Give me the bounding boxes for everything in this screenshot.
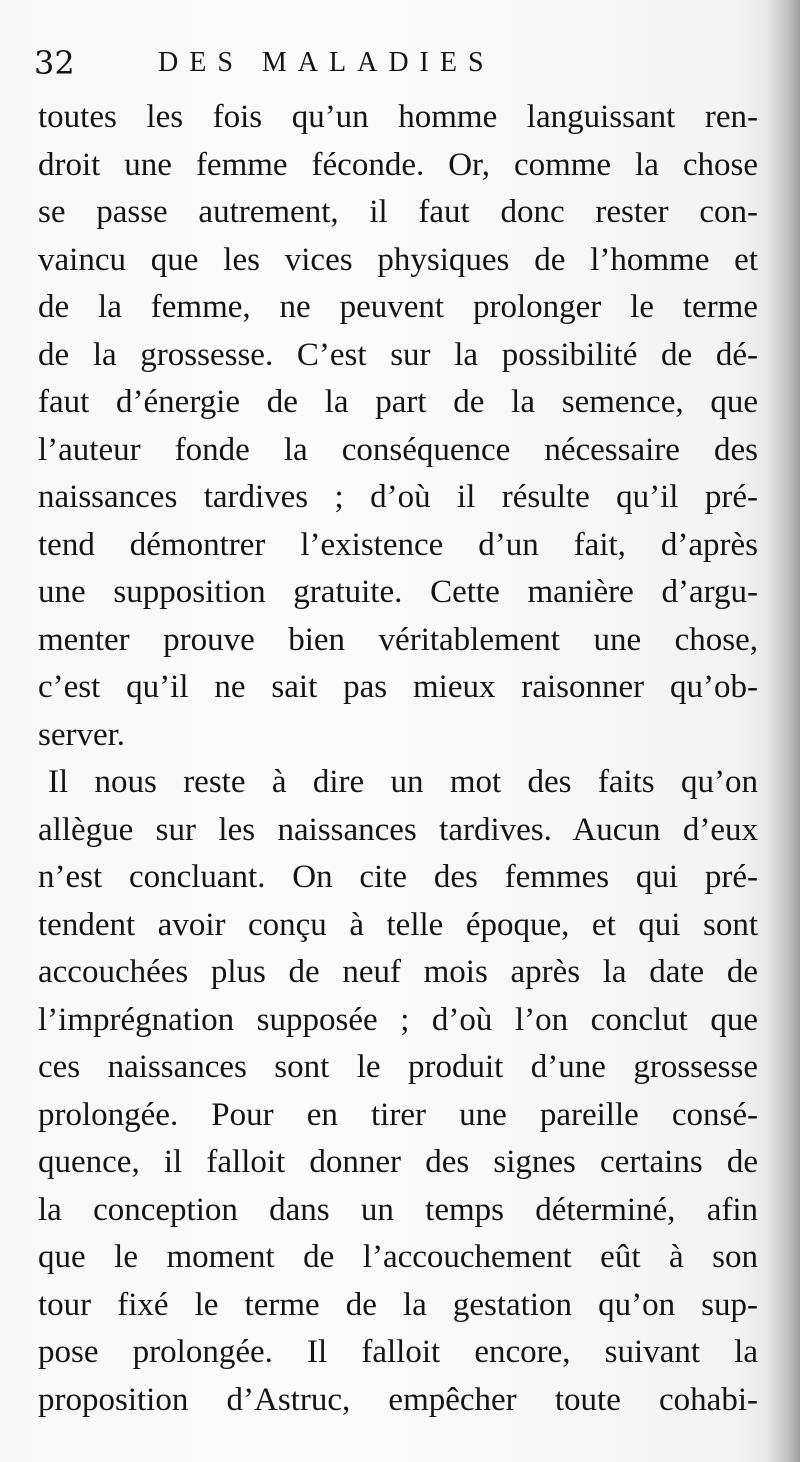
text-line: l’imprégnation supposée ; d’où l’on conclut que [38, 1001, 758, 1038]
text-line: tendent avoir conçu à telle époque, et qui sont [38, 906, 758, 943]
text-line: l’auteur fonde la conséquence nécessaire des [38, 431, 758, 468]
text-line: Il nous reste à dire un mot des faits qu’on [48, 764, 758, 800]
text-line: n’est concluant. On cite des femmes qui pré- [38, 859, 758, 895]
body-text [38, 94, 758, 1424]
text-line: se passe autrement, il faut donc rester con- [38, 194, 758, 230]
text-line: une supposition gratuite. Cette manière d’argu- [38, 574, 758, 610]
running-header [34, 40, 754, 86]
text-line: droit une femme féconde. Or, comme la chose [38, 146, 758, 183]
text-line: c’est qu’il ne sait pas mieux raisonner qu’ob- [38, 669, 758, 705]
text-line: server. [38, 716, 126, 753]
text-line: allègue sur les naissances tardives. Aucun d’eux [38, 811, 758, 848]
text-line: de la femme, ne peuvent prolonger le terme [38, 289, 758, 325]
running-title: DES MALADIES [158, 47, 495, 78]
text-line: vaincu que les vices physiques de l’homme et [38, 241, 758, 278]
text-line: de la grossesse. C’est sur la possibilité de dé- [38, 336, 758, 373]
text-line: pose prolongée. Il falloit encore, suivant la [38, 1334, 758, 1370]
text-line: tend démontrer l’existence d’un fait, d’après [38, 526, 758, 563]
spine-shadow [766, 0, 800, 1462]
text-line: accouchées plus de neuf mois après la date de [38, 954, 758, 990]
text-line: tour fixé le terme de la gestation qu’on sup- [38, 1286, 758, 1323]
text-line: quence, il falloit donner des signes certains de [38, 1144, 758, 1180]
text-line: prolongée. Pour en tirer une pareille consé- [38, 1096, 758, 1133]
page-number: 32 [34, 44, 75, 82]
text-line: que le moment de l’accouchement eût à son [38, 1239, 758, 1275]
text-line: proposition d’Astruc, empêcher toute cohabi- [38, 1381, 758, 1418]
text-line: menter prouve bien véritablement une chose, [38, 621, 758, 658]
text-line: naissances tardives ; d’où il résulte qu’il pré- [38, 479, 758, 515]
text-line: la conception dans un temps déterminé, afin [38, 1191, 758, 1228]
text-line: faut d’énergie de la part de la semence, que [38, 384, 758, 420]
text-line: toutes les fois qu’un homme languissant ren- [38, 99, 758, 135]
text-line: ces naissances sont le produit d’une grossesse [38, 1049, 758, 1085]
